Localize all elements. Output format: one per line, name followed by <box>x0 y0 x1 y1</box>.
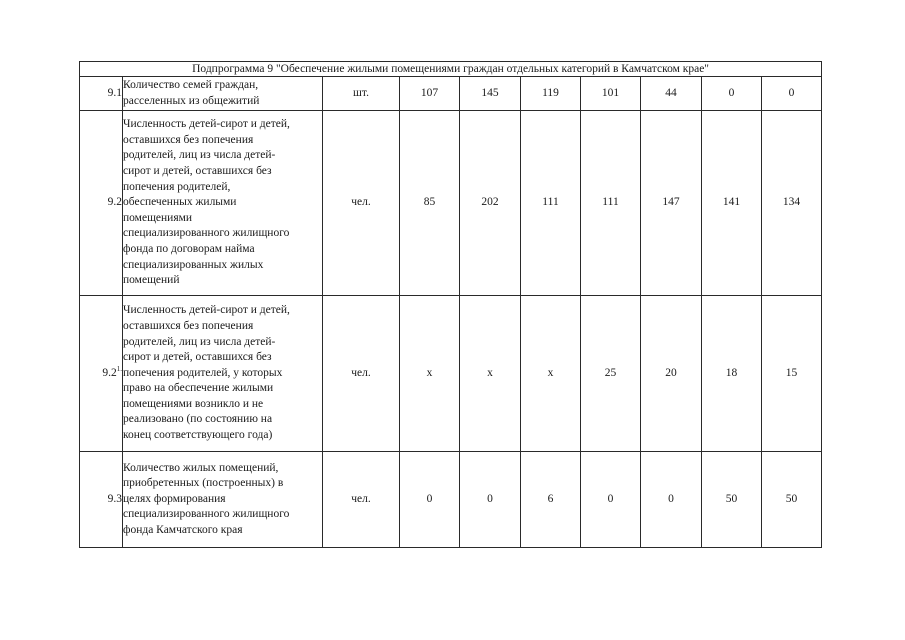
row-value: 119 <box>521 77 581 111</box>
row-value: 0 <box>581 452 641 548</box>
row-value: 50 <box>702 452 762 548</box>
row-number: 9.3 <box>80 452 123 548</box>
row-value: 85 <box>400 111 460 296</box>
table-row <box>80 296 822 452</box>
row-value: 145 <box>460 77 521 111</box>
row-value: 0 <box>641 452 702 548</box>
table-row <box>80 111 822 296</box>
row-value: 25 <box>581 296 641 452</box>
row-value: х <box>400 296 460 452</box>
row-value: 50 <box>762 452 822 548</box>
row-value: 134 <box>762 111 822 296</box>
row-number: 9.1 <box>80 77 123 111</box>
row-value: 0 <box>702 77 762 111</box>
row-value: 141 <box>702 111 762 296</box>
row-value: 44 <box>641 77 702 111</box>
subprogram-title: Подпрограмма 9 "Обеспечение жилыми помещениями граждан отдельных категорий в Камчатском крае" <box>80 62 822 77</box>
row-value: 0 <box>460 452 521 548</box>
subprogram-header-row <box>80 62 822 77</box>
row-value: 107 <box>400 77 460 111</box>
row-unit: шт. <box>323 77 400 111</box>
row-number: 9.2 <box>80 111 123 296</box>
row-description: Численность детей-сирот и детей, оставшихся без попечения родителей, лиц из числа детей- сирот и детей, оставшихся без попечения родителей, у которых право на обеспечение жилыми помещениями возникло и не реализовано (по состоянию на конец соответствующего года) <box>123 296 323 452</box>
row-value: 202 <box>460 111 521 296</box>
row-value: 18 <box>702 296 762 452</box>
row-value: 111 <box>581 111 641 296</box>
row-number: $9.2^{1.}$ <box>80 296 123 452</box>
row-value: 20 <box>641 296 702 452</box>
row-value: 147 <box>641 111 702 296</box>
row-unit: чел. <box>323 296 400 452</box>
indicators-table <box>79 61 822 548</box>
row-description: Численность детей-сирот и детей, оставшихся без попечения родителей, лиц из числа детей- сирот и детей, оставшихся без попечения родителей, обеспеченных жилыми помещениями специализированного жилищного фонда по договорам найма специализированных жилых помещений <box>123 111 323 296</box>
row-value: 0 <box>762 77 822 111</box>
row-value: 111 <box>521 111 581 296</box>
row-unit: чел. <box>323 452 400 548</box>
row-value: х <box>521 296 581 452</box>
row-unit: чел. <box>323 111 400 296</box>
row-value: 15 <box>762 296 822 452</box>
row-value: 101 <box>581 77 641 111</box>
row-description: Количество жилых помещений, приобретенных (построенных) в целях формирования специализированного жилищного фонда Камчатского края <box>123 452 323 548</box>
row-value: 0 <box>400 452 460 548</box>
row-description: Количество семей граждан, расселенных из общежитий <box>123 77 323 111</box>
table-row <box>80 452 822 548</box>
table-row <box>80 77 822 111</box>
row-value: х <box>460 296 521 452</box>
row-value: 6 <box>521 452 581 548</box>
